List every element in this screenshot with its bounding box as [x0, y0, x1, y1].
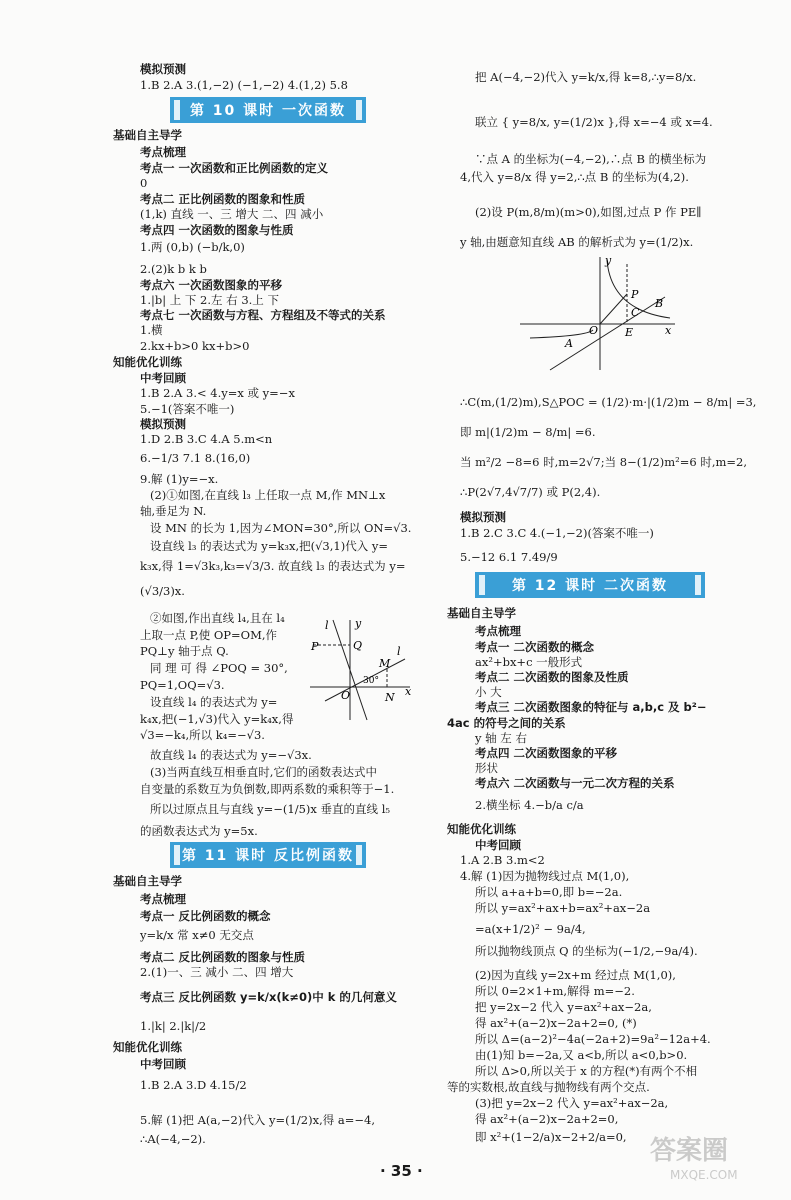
section-heading: 基础自主导学: [113, 874, 182, 888]
solution-line: 所以 a+a+b=0,即 b=−2a.: [475, 885, 623, 899]
answer-line: 1.A 2.B 3.m<2: [460, 853, 545, 867]
section-heading: 知能优化训练: [113, 1040, 182, 1054]
answer-line: (1,k) 直线 一、三 增大 二、四 减小: [140, 207, 324, 221]
answer-line: 1.横: [140, 323, 163, 337]
subsection-heading: 考点梳理: [140, 892, 186, 906]
svg-text:y: y: [355, 617, 362, 630]
svg-text:O: O: [589, 324, 599, 337]
solution-line: 4,代入 y=8/x 得 y=2,∴点 B 的坐标为(4,2).: [460, 170, 689, 184]
line-figure: [305, 615, 415, 725]
answer-line: 1.B 2.A 3.D 4.15/2: [140, 1078, 247, 1092]
solution-line: 由(1)知 b=−2a,又 a<b,所以 a<0,b>0.: [475, 1048, 688, 1062]
solution-line: (2)因为直线 y=2x+m 经过点 M(1,0),: [475, 968, 676, 982]
solution-line: ∴P(2√7,4√7/7) 或 P(2,4).: [460, 485, 601, 499]
svg-text:30°: 30°: [363, 676, 379, 686]
line-ab: [550, 297, 665, 370]
solution-line: (2)设 P(m,8/m)(m>0),如图,过点 P 作 PE∥: [475, 205, 702, 219]
section-heading: 知能优化训练: [113, 355, 182, 369]
lesson-11-banner: [170, 842, 366, 868]
section-heading: 知能优化训练: [447, 822, 516, 836]
svg-text:E: E: [625, 326, 634, 339]
solution-line: √3=−k₄,所以 k₄=−√3.: [140, 728, 265, 742]
lesson-title: 第 11 课时 反比例函数: [181, 848, 355, 864]
answer-line: 形状: [475, 761, 498, 775]
answer-line: 1.B 2.A 3.< 4.y=x 或 y=−x: [140, 386, 295, 400]
solution-line: (3)当两直线互相垂直时,它们的函数表达式中: [150, 765, 377, 779]
solution-line: ∴C(m,(1/2)m),S△POC = (1/2)·m·|(1/2)m − 8/m| =3,: [460, 395, 757, 409]
subsection-heading: 模拟预测: [140, 417, 186, 431]
svg-text:x: x: [665, 324, 672, 337]
solution-line: 得 ax²+(a−2)x−2a+2=0,: [475, 1112, 619, 1126]
answer-line: 2.kx+b>0 kx+b>0: [140, 339, 250, 353]
solution-line: 设 MN 的长为 1,因为∠MON=30°,所以 ON=√3.: [150, 521, 412, 535]
answer-line: 6.−1/3 7.1 8.(16,0): [140, 451, 251, 465]
hyperbola-branch-2: [530, 330, 593, 338]
svg-text:B: B: [655, 297, 664, 310]
answer-line: ax²+bx+c 一般形式: [475, 655, 583, 669]
solution-line: 的函数表达式为 y=5x.: [140, 824, 258, 838]
solution-line: 把 A(−4,−2)代入 y=k/x,得 k=8,∴y=8/x.: [475, 70, 697, 84]
topic-heading: 考点三 反比例函数 y=k/x(k≠0)中 k 的几何意义: [140, 990, 397, 1004]
topic-heading-cont: 4ac 的符号之间的关系: [447, 716, 566, 730]
subsection-heading: 模拟预测: [460, 510, 506, 524]
answer-line: 5.−1(答案不唯一): [140, 402, 235, 416]
svg-text:P: P: [311, 640, 319, 653]
solution-line: 所以 y=ax²+ax+b=ax²+ax−2a: [475, 901, 651, 915]
solution-line: 把 y=2x−2 代入 y=ax²+ax−2a,: [475, 1000, 652, 1014]
svg-text:A: A: [565, 337, 573, 350]
solution-line: 同 理 可 得 ∠POQ = 30°,: [150, 661, 288, 675]
hyperbola-figure: [515, 252, 680, 377]
solution-line: 9.解 (1)y=−x.: [140, 472, 219, 486]
svg-text:C: C: [631, 306, 640, 319]
lesson-12-banner: [475, 572, 705, 598]
svg-text:P: P: [631, 288, 639, 301]
solution-line: 所以 0=2×1+m,解得 m=−2.: [475, 984, 635, 998]
topic-heading: 考点三 二次函数图象的特征与 a,b,c 及 b²−: [475, 700, 707, 714]
answer-line: y=k/x 常 x≠0 无交点: [140, 928, 254, 942]
topic-heading: 考点六 二次函数与一元二次方程的关系: [475, 776, 675, 790]
answer-line: 0: [140, 176, 148, 190]
solution-line: (√3/3)x.: [140, 584, 185, 598]
solution-line: =a(x+1/2)² − 9a/4,: [475, 922, 586, 936]
solution-line: 设直线 l₃ 的表达式为 y=k₃x,把(√3,1)代入 y=: [150, 539, 388, 553]
answer-line: 1.B 2.A 3.(1,−2) (−1,−2) 4.(1,2) 5.8: [140, 78, 348, 92]
answer-line: 2.(1)一、三 减小 二、四 增大: [140, 965, 294, 979]
answer-line: 1.B 2.C 3.C 4.(−1,−2)(答案不唯一): [460, 526, 654, 540]
lesson-title: 第 10 课时 一次函数: [189, 103, 347, 119]
op-seg: [600, 294, 627, 324]
subsection-heading: 考点梳理: [140, 145, 186, 159]
solution-line: 所以 Δ>0,所以关于 x 的方程(*)有两个不相: [475, 1064, 698, 1078]
solution-line: 即 x²+(1−2/a)x−2+2/a=0,: [475, 1130, 627, 1144]
topic-heading: 考点一 二次函数的概念: [475, 640, 595, 654]
watermark-text: 答案圈: [650, 1136, 729, 1166]
solution-line: 即 m|(1/2)m − 8/m| =6.: [460, 425, 596, 439]
svg-text:x: x: [405, 685, 412, 698]
solution-line: y 轴,由题意知直线 AB 的解析式为 y=(1/2)x.: [460, 235, 694, 249]
section-heading: 模拟预测: [140, 62, 186, 76]
lesson-10-banner: [170, 97, 366, 123]
solution-line: 设直线 l₄ 的表达式为 y=: [150, 695, 278, 709]
solution-line: 所以过原点且与直线 y=−(1/5)x 垂直的直线 l₅: [150, 802, 390, 816]
topic-heading: 考点二 反比例函数的图象与性质: [140, 950, 306, 964]
solution-line: 等的实数根,故直线与抛物线有两个交点.: [447, 1080, 650, 1094]
topic-heading: 考点二 二次函数的图象及性质: [475, 670, 629, 684]
solution-line: PQ=1,OQ=√3.: [140, 678, 225, 692]
solution-line: 联立 { y=8/x, y=(1/2)x },得 x=−4 或 x=4.: [475, 115, 713, 129]
solution-line: 得 ax²+(a−2)x−2a+2=0, (*): [475, 1016, 637, 1030]
topic-heading: 考点七 一次函数与方程、方程组及不等式的关系: [140, 308, 386, 322]
topic-heading: 考点二 正比例函数的图象和性质: [140, 192, 306, 206]
subsection-heading: 考点梳理: [475, 624, 521, 638]
svg-text:N: N: [385, 691, 395, 704]
solution-line: 故直线 l₄ 的表达式为 y=−√3x.: [150, 748, 312, 762]
subsection-heading: 中考回顾: [140, 1057, 186, 1071]
svg-text:l: l: [325, 619, 329, 632]
answer-line: 1.|b| 上 下 2.左 右 3.上 下: [140, 293, 279, 307]
answer-line: 1.|k| 2.|k|/2: [140, 1019, 207, 1033]
solution-line: k₃x,得 1=√3k₃,k₃=√3/3. 故直线 l₃ 的表达式为 y=: [140, 559, 406, 573]
answer-line: 2.(2)k b k b: [140, 262, 207, 276]
solution-line: 所以抛物线顶点 Q 的坐标为(−1/2,−9a/4).: [475, 944, 698, 958]
solution-line: 当 m²/2 −8=6 时,m=2√7;当 8−(1/2)m²=6 时,m=2,: [460, 455, 747, 469]
topic-heading: 考点一 一次函数和正比例函数的定义: [140, 161, 329, 175]
answer-line: 5.−12 6.1 7.49/9: [460, 550, 558, 564]
answer-line: 1.D 2.B 3.C 4.A 5.m<n: [140, 432, 273, 446]
section-heading: 基础自主导学: [113, 128, 182, 142]
svg-text:y: y: [605, 254, 612, 267]
solution-line: 上取一点 P,使 OP=OM,作: [140, 628, 278, 642]
page-number: · 35 ·: [380, 1162, 423, 1180]
solution-line: (2)①如图,在直线 l₃ 上任取一点 M,作 MN⊥x: [150, 488, 386, 502]
answer-line: 小 大: [475, 685, 502, 699]
lesson-title: 第 12 课时 二次函数: [511, 578, 669, 594]
solution-line: ②如图,作出直线 l₄,且在 l₄: [150, 611, 285, 625]
solution-line: 所以 Δ=(a−2)²−4a(−2a+2)=9a²−12a+4.: [475, 1032, 711, 1046]
subsection-heading: 中考回顾: [140, 371, 186, 385]
answer-line: 2.横坐标 4.−b/a c/a: [475, 798, 584, 812]
watermark-url: MXQE.COM: [670, 1168, 738, 1182]
svg-text:l: l: [397, 645, 401, 658]
topic-heading: 考点四 二次函数图象的平移: [475, 746, 618, 760]
topic-heading: 考点一 反比例函数的概念: [140, 909, 271, 923]
solution-line: PQ⊥y 轴于点 Q.: [140, 644, 229, 658]
solution-line: ∴A(−4,−2).: [140, 1132, 206, 1146]
watermark-logo: [650, 1130, 780, 1190]
svg-text:O: O: [341, 689, 351, 702]
solution-line: 5.解 (1)把 A(a,−2)代入 y=(1/2)x,得 a=−4,: [140, 1113, 375, 1127]
section-heading: 基础自主导学: [447, 606, 516, 620]
answer-line: y 轴 左 右: [475, 731, 527, 745]
svg-text:M: M: [379, 657, 391, 670]
solution-line: ∵点 A 的坐标为(−4,−2),∴点 B 的横坐标为: [475, 152, 707, 166]
solution-line: 轴,垂足为 N.: [140, 504, 207, 518]
solution-line: 自变量的系数互为负倒数,即两系数的乘积等于−1.: [140, 782, 395, 796]
subsection-heading: 中考回顾: [475, 838, 521, 852]
topic-heading: 考点四 一次函数的图象与性质: [140, 223, 294, 237]
solution-line: (3)把 y=2x−2 代入 y=ax²+ax−2a,: [475, 1096, 669, 1110]
svg-text:Q: Q: [353, 639, 363, 652]
solution-line: 4.解 (1)因为抛物线过点 M(1,0),: [460, 869, 630, 883]
topic-heading: 考点六 一次函数图象的平移: [140, 278, 283, 292]
answer-line: 1.两 (0,b) (−b/k,0): [140, 240, 245, 254]
solution-line: k₄x,把(−1,√3)代入 y=k₄x,得: [140, 712, 294, 726]
